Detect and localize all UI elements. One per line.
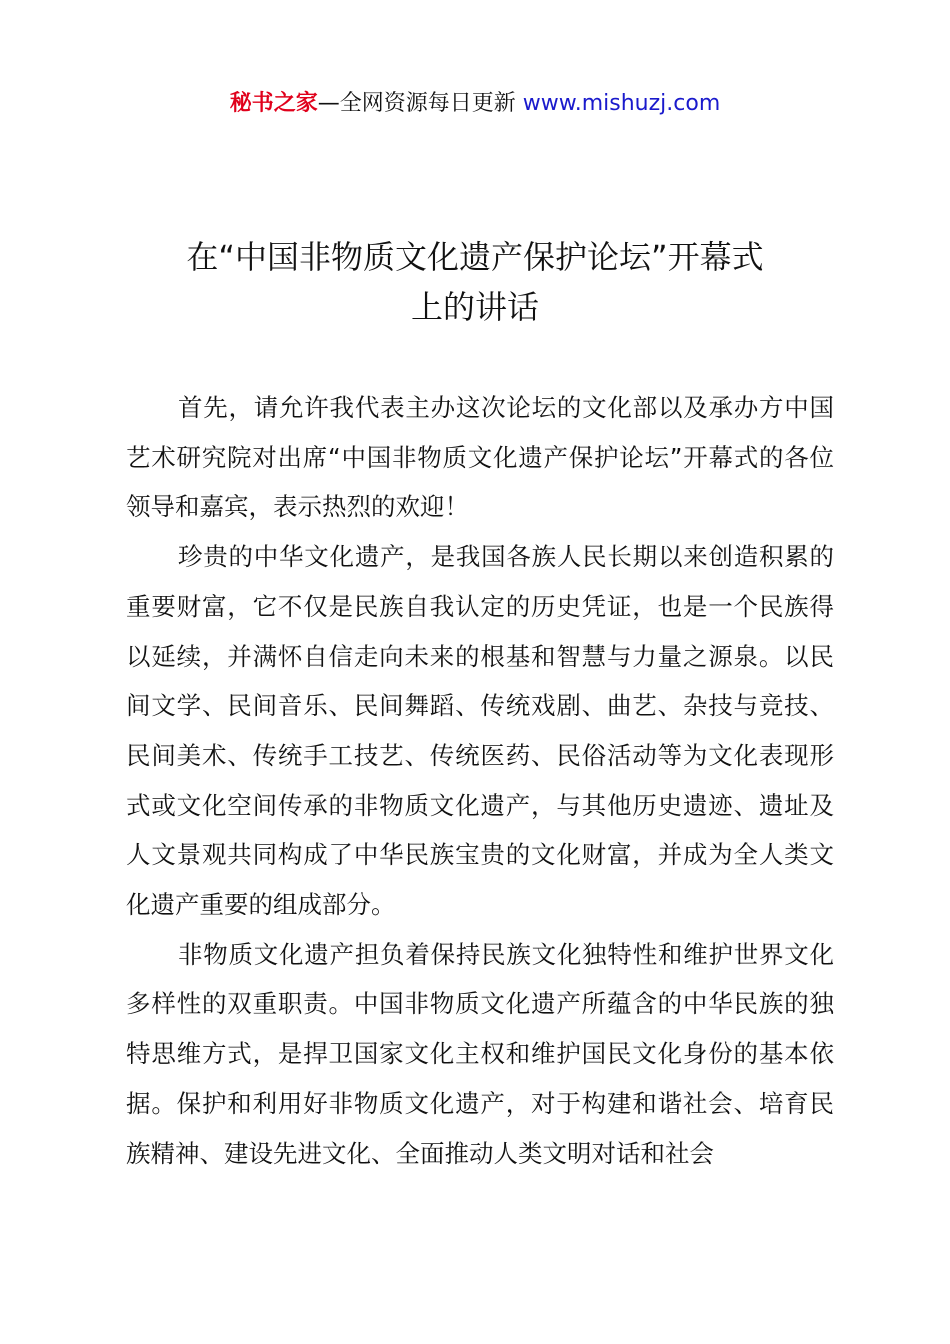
document-body <box>126 383 834 1178</box>
paragraph-2: 珍贵的中华文化遗产，是我国各族人民长期以来创造积累的重要财富，它不仅是民族自我认定的历史凭证，也是一个民族得以延续，并满怀自信走向未来的根基和智慧与力量之源泉。以民间文学、民间音乐、民间舞蹈、传统戏剧、曲艺、杂技与竞技、民间美术、传统手工技艺、传统医药、民俗活动等为文化表现形式或文化空间传承的非物质文化遗产，与其他历史遗迹、遗址及人文景观共同构成了中华民族宝贵的文化财富，并成为全人类文化遗产重要的组成部分。 <box>126 542 834 920</box>
paragraph-1: 首先，请允许我代表主办这次论坛的文化部以及承办方中国艺术研究院对出席“中国非物质文化遗产保护论坛”开幕式的各位领导和嘉宾，表示热烈的欢迎！ <box>126 393 834 522</box>
site-brand: 秘书之家 <box>229 91 318 116</box>
paragraph-3: 非物质文化遗产担负着保持民族文化独特性和维护世界文化多样性的双重职责。中国非物质文化遗产所蕴含的中华民族的独特思维方式，是捍卫国家文化主权和维护国民文化身份的基本依据。保护和利用好非物质文化遗产，对于构建和谐社会、培育民族精神、建设先进文化、全面推动人类文明对话和社会 <box>126 939 834 1168</box>
document-title <box>100 232 850 332</box>
title-line-2: 上的讲话 <box>410 288 539 326</box>
title-line-1: 在“中国非物质文化遗产保护论坛”开幕式 <box>186 238 764 276</box>
site-tagline: —全网资源每日更新 <box>317 91 523 116</box>
site-header <box>0 86 950 122</box>
site-url-link[interactable]: www.mishuzj.com <box>522 91 721 116</box>
